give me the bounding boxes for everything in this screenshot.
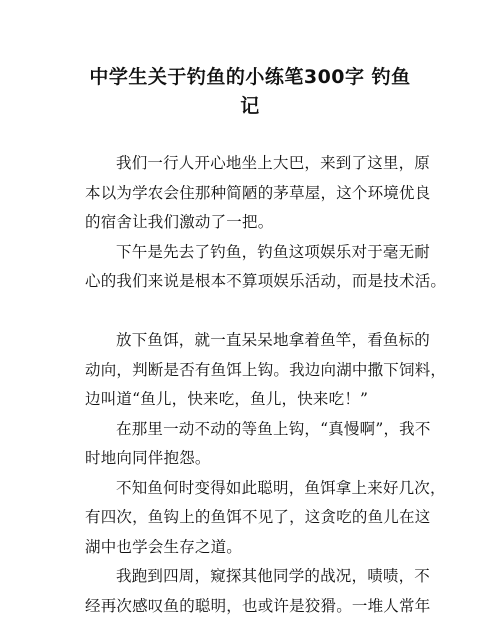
blank-line xyxy=(85,297,430,327)
document-title-line-1: 中学生关于钓鱼的小练笔300字 钓鱼 xyxy=(40,62,460,89)
paragraph-line: 有四次，鱼钩上的鱼饵不见了，这贪吃的鱼儿在这 xyxy=(85,503,430,533)
paragraph-line: 时地向同伴抱怨。 xyxy=(85,444,430,474)
paragraph-line: 心的我们来说是根本不算项娱乐活动，而是技术活。 xyxy=(85,267,430,297)
paragraph-line: 下午是先去了钓鱼，钓鱼这项娱乐对于毫无耐 xyxy=(85,238,430,268)
paragraph-line: 我们一行人开心地坐上大巴，来到了这里，原 xyxy=(85,149,430,179)
paragraph-line: 不知鱼何时变得如此聪明，鱼饵拿上来好几次， xyxy=(85,474,430,504)
paragraph-line: 我跑到四周，窥探其他同学的战况，啧啧，不 xyxy=(85,562,430,592)
document-title-line-2: 记 xyxy=(40,91,460,118)
paragraph-line: 动向，判断是否有鱼饵上钩。我边向湖中撒下饲料， xyxy=(85,356,430,386)
paragraph-line: 边叫道“鱼儿，快来吃，鱼儿，快来吃！” xyxy=(85,385,430,415)
paragraph-line: 湖中也学会生存之道。 xyxy=(85,533,430,563)
paragraph-line: 本以为学农会住那种简陋的茅草屋，这个环境优良 xyxy=(85,179,430,209)
document-body xyxy=(85,149,430,621)
paragraph-line: 的宿舍让我们激动了一把。 xyxy=(85,208,430,238)
paragraph-line: 经再次感叹鱼的聪明，也或许是狡猾。一堆人常年 xyxy=(85,592,430,621)
paragraph-line: 放下鱼饵，就一直呆呆地拿着鱼竿，看鱼标的 xyxy=(85,326,430,356)
paragraph-line: 在那里一动不动的等鱼上钩，“真慢啊”，我不 xyxy=(85,415,430,445)
